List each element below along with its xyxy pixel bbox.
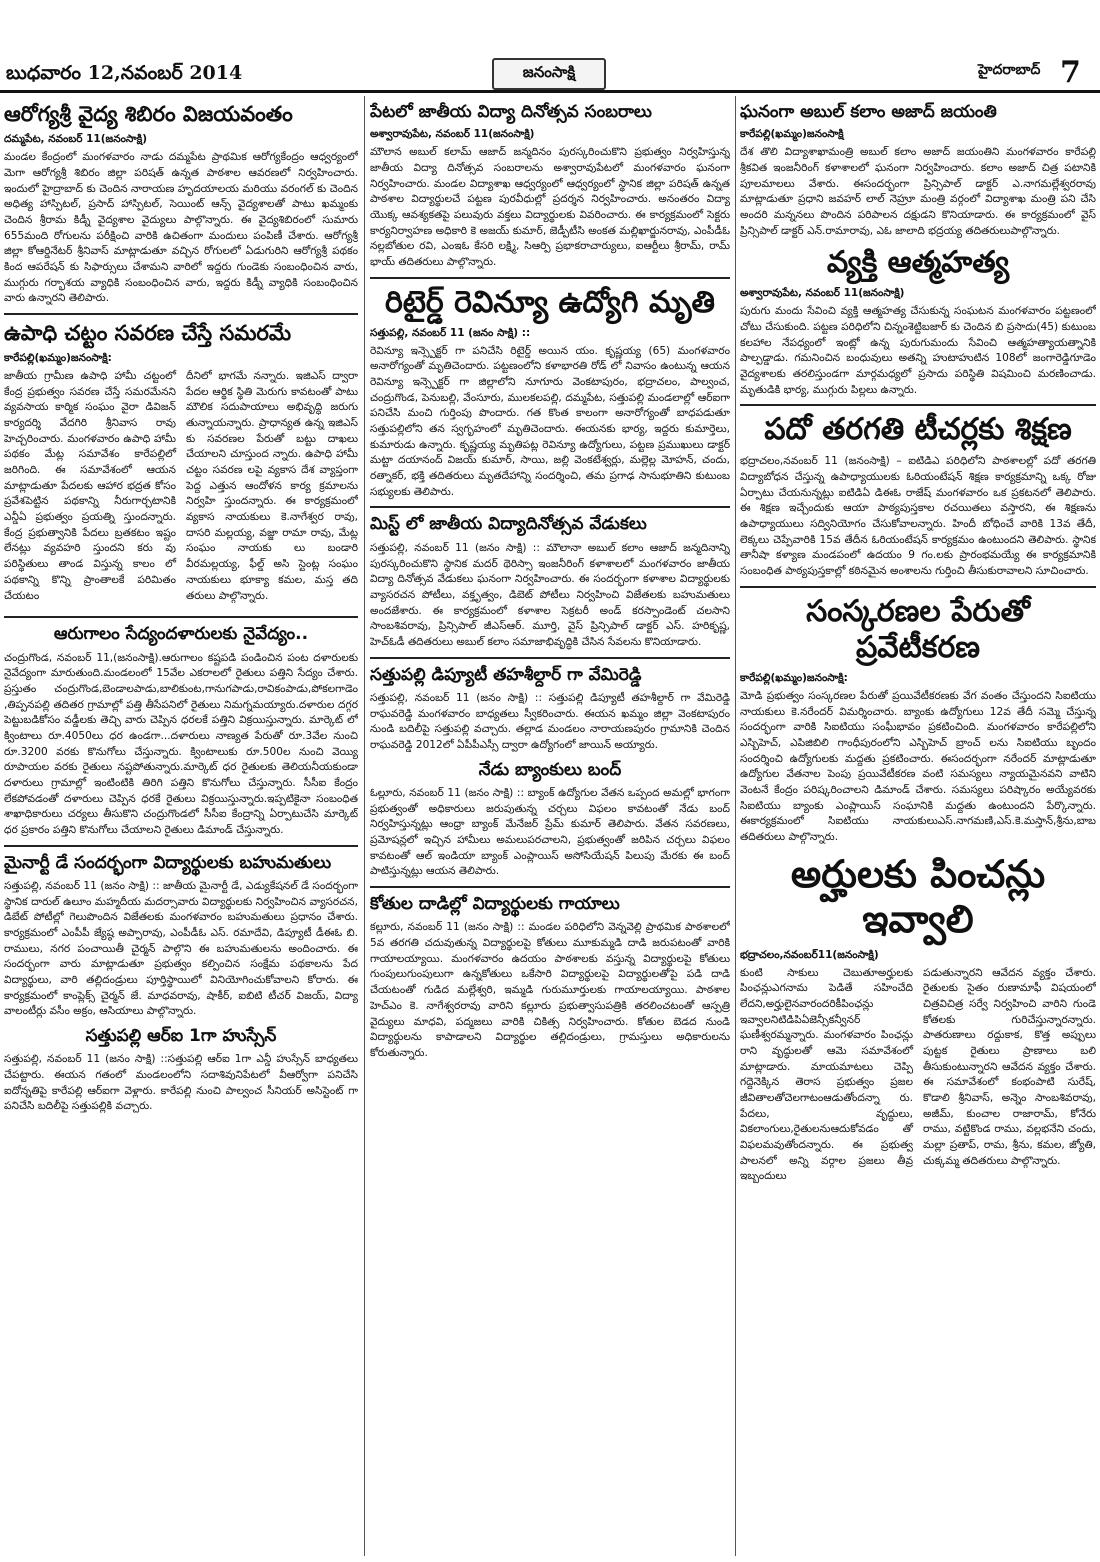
article-dateline: అశ్వారావుపేట, నవంబర్ 11(జనంసాక్షి) xyxy=(370,128,535,141)
article-headline: పేటలో జాతీయ విద్యా దినోత్సవ సంబరాలు xyxy=(370,102,652,122)
article-divider xyxy=(370,886,730,888)
article-divider xyxy=(4,845,358,847)
article-headline: సత్తుపల్లి డిప్యూటీ తహశీల్దార్ గా వేమిరెడ్డి xyxy=(370,664,642,685)
article xyxy=(740,245,1096,398)
article xyxy=(370,102,730,271)
article-headline: నేడు బ్యాంకులు బంద్ xyxy=(478,759,622,780)
article-dateline: కారేపల్లి(ఖమ్మం)జనంసాక్షి xyxy=(740,128,844,141)
column-divider xyxy=(735,96,736,1556)
article-body-left: కుంటి సాకులు చెబుతూఅర్హులకు పింఛన్లుఎగనామ పెడితే సహించేది లేదని,అర్హులైనవారందరికీపింఛన్లు ఇవ్వాలనిటిడిపిఏజెన్సీకన్వీనర్ ఘణీశ్వరమ్మన్నారు. మంగళవారం పింఛన్లు రాని వృద్ధులతో ఆమె సమావేశంలో మాట్లాడారు. మాయమాటలు చెప్పి గద్దెనెక్కిన తెరాస ప్రభుత్వం ప్రజల జీవితాలతోచెలగాటంఆడుతోందన్నా రు. పేదలు, వృద్ధులు, వికలాంగులు,రైతులనుఆదుకోవడం తో విఫలమవుతోందన్నారు. ఈ ప్రభుత్వ పాలనలో అన్ని వర్గాల ప్రజలు తీవ్ర ఇబ్బందులు xyxy=(740,966,913,1183)
article xyxy=(370,514,730,650)
article-headline: రిటైర్డ్ రెవిన్యూ ఉద్యోగి మృతి xyxy=(384,284,716,320)
header-rule xyxy=(0,90,1100,93)
article-body-right: దీనిలో భాగమే నన్నారు. ఇజిఎస్ ద్వారా పేదల ఆర్థిక స్థితి మెరుగు కావటంతో పాటు మౌలిక సదుపాయాలు అభివృద్ధి జరుగు తున్నాయన్నారు. ప్రాధాన్యత ఉన్న ఇజిఎస్ కు సవరణల పేరుతో బట్టు దాఖలు చేయాలని చూస్తుంద న్నారు. ఉపాధి హామీ చట్టం సవరణ లపై వ్యకాస దేశ వ్యాప్తంగా పెద్ద ఎత్తున ఆందోళన కార్య క్రమాలను నిర్వహి స్తుందన్నారు. ఈ కార్యక్రమంలో వ్యకాస నాయకులు కె.నాగేశ్వర రావు, దాసరి మల్లయ్య, వజ్జా రామా రావు, మేట్ల సంఘం నాయకు లు బండారి వీరమల్లయ్య, ఫీల్డ్ అసి స్టెంట్ల సంఘం నాయకులు భూక్యా కమల, మస్త తది తరులు పాల్గొన్నారు. xyxy=(186,370,358,602)
article-dateline: కారేపల్లి(ఖమ్మం)జనంసాక్షి: xyxy=(740,671,848,684)
article-dateline: సత్తుపల్లి, నవంబర్ 11 (జనం సాక్షి) :: xyxy=(370,326,531,339)
article-headline: సత్తుపల్లి ఆర్ఐ 1గా హుస్సేన్ xyxy=(85,1026,277,1047)
article-body: ఓల్లూరు, నవంబర్ 11 (జనం సాక్షి) :: బ్యాంక్ ఉద్యోగుల వేతన ఒప్పంద అమల్లో భాగంగా ప్రభుత్వంతో అధికారులు జరుపుతున్న చర్చలు విఫలం కావటంతో నేడు బంద్ నిర్వహిస్తున్నట్లు ఆంధ్రా బ్యాంక్ మేనేజర్ ప్రేమ్ కుమార్ తెలిపారు. వేతన సవరణలు, ప్రమోషన్లలో ఇచ్చిన హామీలు అమలుపరచాలని, ప్రభుత్వంతో జరిపిన చర్చలు విఫలం కావటంతో ఆల్ ఇండియా బ్యాంక్ ఎంప్లాయిస్ అసోసియేషన్ పిలుపు మేరకు ఈ బంద్ పాటిస్తున్నట్లు ఆయన తెలిపారు. xyxy=(370,787,730,878)
article-divider xyxy=(370,506,730,508)
article-body: చంద్రుగొండ, నవంబర్ 11,(జనంసాక్షి).ఆరుగాలం కష్టపడి పండించిన పంట దళారులకు నైవేద్యంగా మారుతుంది.మండలంలో 15వేల ఎకరాలలో రైతులు పత్తిని సేద్యం చేశారు. ప్రస్తుతం చంద్రుగొండ,బెండాలపాడు,బాలికుంట,గానుగపాడు,రావికంపాడు,పోకలగాడెం ,తిప్పనపల్లి తదితర గ్రామాల్లో పత్తి తీసేపనిలో రైతులు నిమగ్నమయ్యారు.దళారుల దగ్గర పెట్టుబడికోసం వడ్డీలకు తెచ్చి వారు చెప్పిన ధరలకే పత్తిని విక్రయిస్తున్నారు. మార్కెట్ లో క్వింటాలు రూ.4050లు ధర ఉండగా...దళారులు నాణ్యత పేరుతో రూ.3వేల నుంచి రూ.3200 వరకు కొనుగోలు చేస్తున్నారు. క్వింటాలుకు రూ.500ల నుంచి వెయ్యి రూపాయల వరకు రైతులు నష్టపోతున్నారు.మార్కెట్ ధర రైతులకు తెలియనీయకుండా దళారులు గ్రామాల్లో ఇంటింటికి తిరిగి పత్తిని కొనుగోలు చేస్తున్నారు. సీసీఐ కేంద్రం లేకపోవడంతో దళారులు చెప్పిన ధరకే రైతులు విక్రయిస్తున్నారు.ఇప్పటికైనా సంబంధిత శాఖాధికారులు చర్యలు తీసుకొని చంద్రుగొండలో సీసీఐ కేంద్రాన్ని ఏర్పాటుచేసి మార్కెట్ ధర ప్రకారం పత్తిని కొనుగోలు చేయాలని రైతులు డిమాండ్ చేస్తున్నారు. xyxy=(4,651,358,836)
article-headline: మిస్ట్ లో జాతీయ విద్యాదినోత్సవ వేడుకలు xyxy=(370,514,647,535)
article-body: మోడి ప్రభుత్వం సంస్కరణల పేరుతో ప్రయివేటీకరణకు వేగ వంతం చేస్తుందని సిఐటియు నాయకులు కె.నరేందర్ విమర్శించారు. బ్యాంకు ఉద్యోగులు 12వ తేదీ సమ్మె చేస్తున్న సందర్భంగా వారికి సిఐటియు సంఘీభావం ప్రకటించింది. మంగళవారం కారేపల్లిలోని ఎస్బిహెచ్, ఎపిజిబిలి గాంధీపురంలోని ఎస్బిహెచ్ బ్రాంచ్ లను సిఐటియు బృందం సందర్శించి ఉద్యోగులకు మద్దతు ప్రకటించారు. ఈసందర్భంగా నరేందర్ మాట్లాడుతూ ఉద్యోగుల వేతనాల పెంపు ప్రయివేటీకరణ వంటి సమస్యలు న్యాయమైనవని వాటిని వెంటనే కేంద్రం పరిష్కరించాలని డిమాండ్ చేశారు. సమస్యలు పరిష్కారం అయ్యేవరకు సిఐటియు బ్యాంకు ఎంప్లాయిస్ సంఘానికి మద్దతు ఉంటుందని పేర్కొన్నారు. ఈకార్యక్రమంలో సిఐటియు నాయకులుఎస్.నాగమణి,ఎస్.కె.మస్తాన్,శ్రీను,బాబ తదితరులు పాల్గొన్నారు. xyxy=(740,689,1096,843)
article xyxy=(370,760,730,880)
column-divider xyxy=(364,96,365,1556)
masthead xyxy=(0,0,1100,100)
article xyxy=(4,321,358,610)
article-body-left: జాతీయ గ్రామీణ ఉపాధి హామీ చట్టంలో కేంద్ర ప్రభుత్వం సవరణ చేస్తే సమరమేనని వ్యవసాయ కార్మిక సంఘం వైరా డివిజన్ కార్యదర్శి వేదగిరి శ్రీనివాస రావు హెచ్చరించారు. మంగళవారం ఉపాధి హామీ పథకం మేట్ల సమావేశం కారేపల్లిలో జరిగింది. ఈ సమావేశంలో ఆయన మాట్లాడుతూ పేదలకు ఆహార భద్రత కోసం ప్రవేశపెట్టిన పథకాన్ని నీరుగార్చటానికి ఎన్డీఏ ప్రభుత్వం ప్రయత్ని స్తుందన్నారు. కేంద్ర ప్రభుత్వానికి పేదలు బ్రతకటం ఇష్టం లేనట్లు వ్యవహరి స్తుందని కరు వు పరిస్థితులు తాండ విస్తున్న కాలం లో పథకాన్ని కొన్ని ప్రాంతాలకే పరిమితం చేయటం xyxy=(4,370,176,602)
article-headline: ఘనంగా అబుల్ కలాం అజాద్ జయంతి xyxy=(740,102,997,122)
edition-city: హైదరాబాద్ xyxy=(978,62,1041,78)
article-headline: వ్యక్తి ఆత్మహత్య xyxy=(826,245,1010,281)
article-headline: అర్హులకు పించన్లు ఇవ్వాలి xyxy=(790,851,1046,942)
article xyxy=(4,624,358,838)
article xyxy=(740,102,1096,239)
article-headline: కోతుల దాడిల్లో విద్యార్థులకు గాయాలు xyxy=(370,894,620,915)
article-body: సత్తుపల్లి, నవంబర్ 11 (జనం సాక్షి) :: జాతీయ మైనార్టీ డే, ఎడ్యుకేషనల్ డే సందర్భంగా స్థానిక దారుల్ ఉలూం మహ్మదీయ మదర్సావారు విద్యార్థులకు నిర్వహించిన వ్యాసరచన, డిబేట్ పోటీల్లో గెలుపొందిన విజేతలకు మంగళవారం బహుమతులు ప్రధానం చేశారు. కార్యక్రమంలో ఎంపీపీ జ్యేష్ఠ అప్పారావు, ఎంపీడీఓ ఎస్. రమాదేవి, డిప్యూటీ డీఈఓ బి. రాములు, నగర పంచాయితీ చైర్మన్ పాల్గొని ఈ బహుమతులను అందించారు. ఈ సందర్భంగా వారు మాట్లాడుతూ ప్రభుత్వం కల్పించిన సంక్షేమ పథకాలను పేద విద్యార్థులు, వారి తల్లిదండ్రులు పూర్తిస్థాయిలో వినియోగించుకోవాలని కోరారు. ఈ కార్యక్రమంలో కాంప్లెక్స్ చైర్మన్ జే. మాధవరావు, షాకీర్, ఐబిటి టీచర్ విజయ్, విద్యా వాలంటీర్లు వసీం అక్రం, ఆసియాలు పాల్గొన్నారు. xyxy=(4,880,358,1018)
article-headline: మైనార్టీ డే సందర్భంగా విద్యార్థులకు బహుమతులు xyxy=(4,852,332,873)
article-body: సత్తుపల్లి, నవంబర్ 11 (జనం సాక్షి) :: మౌలానా అబుల్ కలాం ఆజాద్ జన్మదినాన్ని పురస్కరించుకొని స్థానిక మదర్ థెరిస్సా ఇంజనీరింగ్ కళాశాలలో మంగళవారం జాతీయ విద్యా దినోత్సవ వేడుకలు ఘనంగా నిర్వహించారు. ఈ సందర్భంగా కళాశాల విద్యార్థులకు వ్యాసరచన పోటీలు, వక్తృత్వం, డిబెట్ పోటీలు నిర్వహించి విజేతలకు బహుమతులు అందజేశారు. ఈ కార్యక్రమంలో కళాశాల సెక్రటరీ అండ్ కరస్పాండెంట్ చలసాని సాంబశివరావు, ప్రిన్సిపాల్ జీఎస్ఆర్. మూర్తి, వైస్ ప్రిన్సిపాల్ డాక్టర్ ఎస్. హరికృష్ణ, హెచ్ఓడీ తదితరులు అబుల్ కలాం సమాజాభివృద్ధికి చేసిన సేవలను కొనియాడారు. xyxy=(370,541,730,648)
article-divider xyxy=(4,313,358,315)
article xyxy=(740,852,1096,1192)
article-body: సత్తుపల్లి, నవంబర్ 11 (జనం సాక్షి) ::సత్తుపల్లి ఆర్ఐ 1గా ఎన్డీ హుస్సేన్ బాధ్యతలు చేపట్టారు. ఈయన గతంలో మండలంలోని సదాశివునిపేటలో వీఆర్వోగా పనిచేసి ఐదోన్నతిపై కారేపల్లి ఆర్ఐగా వెళ్లారు. కారేపల్లి నుంచి పాల్వంచ సీనియర్ అసిస్టెంట్ గా పనిచేసి బదిలీపై సత్తుపల్లికి వచ్చారు. xyxy=(4,1053,358,1113)
article xyxy=(4,853,358,1020)
article-body-right: పడుతున్నారని ఆవేదన వ్యక్తం చేశారు. రైతులకు సైతం రుణామాఫీ విషయంలో చిత్రవిచిత్ర సర్వే నిర్వహించి వారిని గుండె కోతలకు గురిచేస్తున్నారన్నారు. పాతరుణాలు రద్దుకాక, కొత్త అప్పులు పుట్టక రైతులు ప్రాణాలు బలి తీసుకుంటున్నారని ఆవేదన వ్యక్తం చేశారు. ఈ సమావేశంలో కంభంపాటి సురేష్, కొడాలి శ్రీనివాస్, అన్నెం సాంబశివరావు, అజీమ్, కుంచాల రాజారామ్, కోనేరు రాము, వట్టికొండ రాము, వల్లభనేని చందు, మల్లా ప్రతాప్, రామ, శ్రీను, కమల, జ్యోతి, చుక్కమ్మ తదితరులు పాల్గొన్నారు. xyxy=(923,966,1096,1167)
article-dateline: కారేపల్లి(ఖమ్మం)జనంసాక్షి: xyxy=(4,352,112,365)
article-divider xyxy=(370,277,730,279)
article-body: సత్తుపల్లి, నవంబర్ 11 (జనం సాక్షి) :: సత్తుపల్లి డిప్యూటీ తహశీల్దార్ గా వేమిరెడ్డి రాఘవరెడ్డి మంగళవారం బాధ్యతలు స్వీకరించారు. ఈయన ఖమ్మం జిల్లా వెంకటాపురం నుండి బదిలీపై సత్తుపల్లి వచ్చారు. తల్లాడ మండలం నారాయణపురం గ్రామానికి చెందిన రాఘవరెడ్డి 2012లో ఏపీపీఎస్సీ ద్వారా ఉద్యోగంలో జాయిన్ అయ్యారు. xyxy=(370,691,730,751)
article xyxy=(740,412,1096,579)
issue-date: బుధవారం 12,నవంబర్ 2014 xyxy=(6,62,243,84)
page-number: 7 xyxy=(1060,55,1081,90)
article xyxy=(4,102,358,307)
article-body: మౌలాన అబుల్ కలామ్ ఆజాద్ జన్మదినం పురస్కరించుకొని ప్రభుత్వం నిర్వహిస్తున్న జాతీయ విద్యా దినోత్సవ సంబరాలను అశ్వారావుపేటలో మంగళవారం ఘనంగా నిర్వహించారు. మండల విద్యాశాఖ ఆధ్వర్యంలో ఆధ్వర్యంలో స్థానిక జిల్లా పరిషత్ ఉన్నత పాఠశాల విద్యార్థులచే పట్టణ పురవీధుల్లో ప్రదర్శన నిర్వహించారు. అనంతరం విద్యా యొక్క ఆవశ్యకతపై పలువురు వక్తలు విద్యార్థులకు వివరించారు. ఈ కార్యక్రమంలో సెక్టరు కార్యనిర్వాహణ అధికారి కె అజయ్ కుమార్, జెడ్పీటీసి అంకత మల్లిఖార్జునరావు, ఎంపీడీఓ నల్లబోతుల రవి, ఎంఇఓ కేసరి లక్ష్మి, సిఆర్పి ప్రభాకరాచార్యులు, ఐఆర్టీలు శ్రీరామ్, రామ్ భాయ్ తదితరులు పాల్గొన్నారు. xyxy=(370,146,730,269)
column-middle xyxy=(370,96,730,1556)
article-divider xyxy=(4,616,358,618)
article-headline: ఆరుగాలం సేద్యందళారులకు నైవేద్యం.. xyxy=(53,624,309,645)
article-body: పురుగు మందు సేవించి వ్యక్తి ఆత్మహత్య చేసుకున్న సంఘటన మంగళవారం పట్టణంలో చోటు చేసుకుంది. పట్టణ పరిధిలోని చిన్నంశెట్టిబజార్ కు చెందిన బి ప్రసాదు(45) కుటుంబ కలహాల నేపధ్యంలో ఇంట్లో ఉన్న పురుగుమందు సేవించి ఆత్మహత్యాయత్నానికి పాల్పడ్డాడు. గమనించిన బంధువులు అతన్ని హుటాహుటిన 108లో జంగారెడ్డిగూడెం వైద్యశాలకు తరలిస్తుండగా మార్గమధ్యలో ప్రసాదు పరిస్థితి విషమించి మరణించాడు. మృతుడికి భార్య, ముగ్గురు పిల్లలు ఉన్నారు. xyxy=(740,305,1096,396)
article-dateline: దమ్మపేట, నవంబర్ 11(జనంసాక్షి) xyxy=(4,133,148,146)
article xyxy=(370,285,730,501)
article xyxy=(370,665,730,754)
article-dateline: అశ్వారావుపేట, నవంబర్ 11(జనంసాక్షి) xyxy=(740,287,905,300)
article-body: దేశ తొలి విద్యాశాఖామంత్రి అబుల్ కలాం అజాద్ జయంతిని మంగళవారం కారేపల్లి శ్రీకవిత ఇంజనీరింగ్ కళాశాలలో ఘనంగా నిర్వహించారు. కలాం అజాద్ చిత్ర పటానికి పూలమాలలు వేశారు. ఈసందర్భంగా ప్రిన్సిపాల్ డాక్టర్ ఎ.నాగమల్లేశ్వరరావు మాట్లాడుతూ ప్రధాని జవహర్ లాల్ నెహ్రూ మంత్రి వర్గంలో విద్యాశాఖ మంత్రి పని చేసి అందరి మన్ననలు పొందిన పరిపాలన దక్షుడని కొనియాడారు. ఈ కార్యక్రమంలో వైస్ ప్రిన్సిపాల్ డాక్టర్ ఎన్.రామారావు, ఎఓ జాలాది భద్రయ్య తదితరులుపాల్గొన్నారు. xyxy=(740,146,1096,237)
article-body: మండల కేంద్రంలో మంగళవారం నాడు దమ్మపేట ప్రాథమిక ఆరోగ్యకేంద్రం ఆధ్వర్యంలో మెగా ఆరోగ్యశ్రీ శిబిరం జిల్లా పరిషత్ ఉన్నత పాఠశాల ఆవరణలో నిర్వహించారు. ఇందులో హైద్రాబాద్ కు చెందిన నారాయణ హృదయాలయ మరియు వరంగల్ కు చెందిన అధిత్య హాస్పిటల్, ప్రసాద్ హాస్పిటల్, సెయింట్ ఆన్స్ వైద్యశాలతో పాటు ఖమ్మంకు చెందిన శ్రీరామ కిడ్నీ వైద్యశాల వైద్యులు పాల్గొన్నారు. ఈ వైద్యశిబిరంలో సుమారు 655మంది రోగులను పరీక్షించి వారికి ఉచితంగా మందులు పంపిణీ చేశారు. ఆరోగ్యశ్రీ జిల్లా కోఆర్డినేటర్ శ్రీనివాస్ మాట్లాడుతూ వచ్చిన రోగులలో ఏడుగురిని ఆరోగ్యశ్రీ పథకం కింద ఆపరేషన్ కు సిఫార్సులు చేశామని వారిలో ఇద్దరు గుండెకు సంబంధించిన వారు, ముగ్గురు గర్భాశయ వ్యాధికి సంబంధించిన వారు, ఇద్దరు కిడ్నీ వ్యాధికి సంబంధించిన వారు ఉన్నారని తెలిపారు. xyxy=(4,151,358,305)
article-divider xyxy=(740,586,1096,588)
newspaper-logo: జనంసాక్షి xyxy=(492,58,606,90)
article-body: కల్లూరు, నవంబర్ 11 (జనం సాక్షి) :: మండల పరిధిలోని వెన్నవెల్లి ప్రాథమిక పాఠశాలలో 5వ తరగతి చదువుతున్న విద్యార్థులపై కోతులు మూకుమ్మడి దాడి జరుపటంతో వారికి గాయాలయ్యాయి. మంగళవారం ఉదయం పాఠశాలకు వస్తున్న విద్యార్థులపై కోతులు గుంపులుగుంపులుగా ఉన్నకోతులు ఒకేసారి విద్యార్థులపై విద్యార్థులతోపై పడి దాడి చేయటంతో గుడిద మల్లేశ్వరి, ఇమ్మడి గురుమూర్తులకు గాయాలయ్యాయి. పాఠశాల హెచ్ఎం కె. నాగేశ్వరరావు వారిని కల్లూరు ప్రభుత్వాసుపత్రికి తరలించటంతో ఆస్పత్రి వైద్యులు మాధవి, పద్మజలు వారికి చికిత్స నిర్వహించారు. కోతుల బెడద నుండి విద్యార్థులను కాపాడాలని విద్యార్థుల తల్లిదండ్రులు, గ్రామస్తులు అధికారులను కోరుతున్నారు. xyxy=(370,921,730,1059)
article-divider xyxy=(740,404,1096,406)
article-headline: పదో తరగతి టీచర్లకు శిక్షణ xyxy=(764,412,1072,448)
article-headline: సంస్కరణల పేరుతో ప్రవేటీకరణ xyxy=(806,593,1030,665)
column-right xyxy=(740,96,1096,1556)
article-body: రెవిన్యూ ఇన్స్పెక్టర్ గా పనిచేసి రిటైర్డ్ అయిన యం. కృష్ణయ్య (65) మంగళవారం అనారోగ్యంతో మృతిచెందారు. పట్టణంలోని కళాభారతి రోడ్ లో నివాసం ఉంటున్న ఆయన రెవిన్యూ ఇన్స్పెక్టర్ గా జిల్లాలోని నూగూరు వెంకటాపురం, భద్రాచలం, పాల్వంచ, చంద్రుగొండ, పెనుబల్లి, వేంసూరు, ములకలపల్లి, దమ్మపేట, సత్తుపల్లి మండలాల్లో ఆర్ఐగా పనిచేసి మంచి గుర్తింపు పొందారు. గత కొంత కాలంగా అనారోగ్యంతో బాధపడుతూ సత్తుపల్లిలోని తన స్వగృహంలో మృతిచెందారు. ఈయనకు భార్య, ఇద్దరు కుమార్తెలు, కుమారుడు ఉన్నారు. కృష్ణయ్య మృతిపట్ల రెవిన్యూ ఉద్యోగులు, పట్టణ ప్రముఖులు డాక్టర్ మట్టా దయానంద్ విజయ్ కుమార్, సాయి, జల్లి వెంకటేశ్వర్లు, మల్లెల్ల మోహన్, చందు, రత్నాకర్, భక్తి తదితరులు మృతదేహాన్ని సందర్శించి, తమ ప్రగాఢ సానుభూతిని కుటుంబ సభ్యులకు తెలిపారు. xyxy=(370,344,730,498)
article xyxy=(4,1026,358,1115)
column-left xyxy=(4,96,358,1556)
article-dateline: భద్రాచలం,నవంబర్11(జనంసాక్షి) xyxy=(740,948,879,961)
article xyxy=(370,894,730,1061)
article xyxy=(740,594,1096,846)
article-divider xyxy=(370,657,730,659)
article-headline: ఉపాధి చట్టం సవరణ చేస్తే సమరమే xyxy=(4,320,292,345)
article-headline: ఆరోగ్యశ్రీ వైద్య శిబిరం విజయవంతం xyxy=(4,102,293,126)
article-body: భద్రాచలం,నవంబర్ 11 (జనంసాక్షి) – ఐటిడిఎ పరిధిలోని పాఠశాలల్లో పదో తరగతి విద్యాబోధన చేస్తున్న ఉపాధ్యాయులకు ఓరియంటేషన్ శిక్షణ కార్యక్రమాన్ని ఒక్క రోజు ఏర్పాటు చేయనున్నట్లు ఐటిడిఏ డిఈఓ రాజేష్ మంగళవారం ఒక ప్రకటనలో తెలిపారు. ఈ శిక్షణ ఇచ్చేందుకు ఆయా పాఠ్యపుస్తకాల రచయితలు వస్తారని, ఈ శిక్షణను ఉపాధ్యాయులు సద్వినియోగం చేసుకోవాలన్నారు. హిందీ బోధించే వారికి 13వ తేదీ, లెక్కలు చెప్పేవారికి 15వ తేదీన ఓరియంటేషన్ కార్యక్రమం ఉంటుందని తెలిపారు. స్థానిక తానీషా కళ్యాణ మండపంలో ఉదయం 9 గం.లకు ప్రారంభమయ్యే ఈ కార్యక్రమానికి సంబంధిత పాఠ్యపుస్తకాల్లో కఠినమైన అంశాలను గుర్తించి తీసుకురావాలని సూచించారు. xyxy=(740,455,1096,578)
